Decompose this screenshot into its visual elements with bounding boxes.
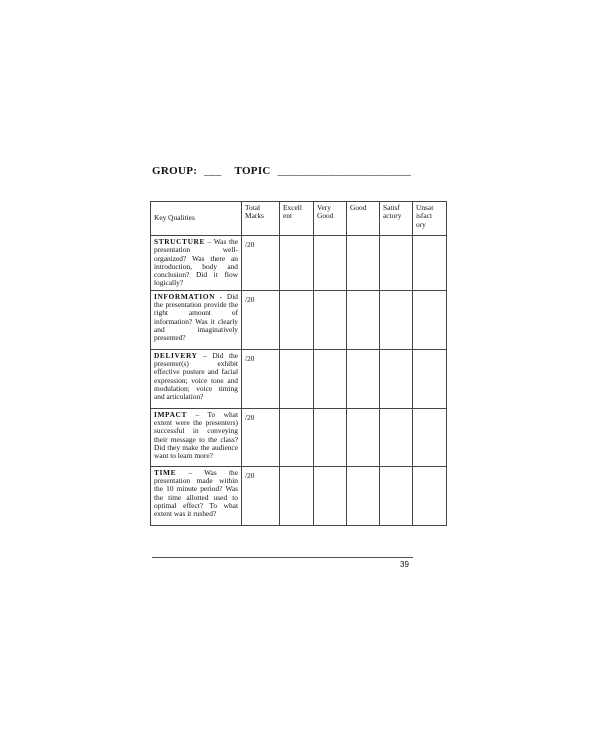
rating-cell[interactable] [347, 408, 380, 466]
col-total-marks: Total Marks [242, 202, 280, 236]
rating-cell[interactable] [380, 466, 413, 525]
rating-cell[interactable] [380, 408, 413, 466]
quality-cell [151, 349, 242, 408]
rating-cell[interactable] [314, 290, 347, 349]
quality-title: DELIVERY [154, 350, 198, 360]
table-row [151, 466, 447, 525]
page-number: 39 [400, 560, 409, 569]
quality-title: IMPACT [154, 409, 188, 419]
rating-cell[interactable] [314, 236, 347, 291]
rating-cell[interactable] [280, 349, 314, 408]
rating-cell[interactable] [347, 236, 380, 291]
quality-description: – Was the presentation well-organized? Was there an introduction, body and conclusion? Did it flow logically? [154, 237, 238, 288]
header-row [151, 202, 447, 236]
rating-cell[interactable] [280, 408, 314, 466]
form-heading [152, 165, 421, 177]
marks-cell: /20 [242, 290, 280, 349]
rating-cell[interactable] [347, 290, 380, 349]
quality-cell [151, 466, 242, 525]
rating-cell[interactable] [280, 466, 314, 525]
quality-title: STRUCTURE [154, 237, 205, 246]
marks-cell: /20 [242, 349, 280, 408]
table-row [151, 236, 447, 291]
rating-cell[interactable] [314, 466, 347, 525]
rating-cell[interactable] [380, 349, 413, 408]
quality-description: – Did the presenter(s) exhibit effective posture and facial expression; voice tone and modulation; voice timing and articulation? [154, 350, 238, 402]
rating-cell[interactable] [413, 236, 447, 291]
rating-cell[interactable] [314, 408, 347, 466]
marks-cell: /20 [242, 236, 280, 291]
topic-blank: _______________________ [277, 165, 412, 177]
rating-cell[interactable] [380, 236, 413, 291]
rating-cell[interactable] [280, 236, 314, 291]
footer-divider [152, 557, 413, 558]
group-blank: ___ [204, 165, 222, 177]
rating-cell[interactable] [413, 466, 447, 525]
marks-cell: /20 [242, 466, 280, 525]
col-key-qualities: Key Qualities [151, 202, 242, 236]
rating-cell[interactable] [347, 466, 380, 525]
quality-cell [151, 236, 242, 291]
marks-cell: /20 [242, 408, 280, 466]
col-very-good: Very Good [314, 202, 347, 236]
table-row [151, 408, 447, 466]
topic-label: TOPIC [234, 165, 271, 177]
rating-cell[interactable] [314, 349, 347, 408]
quality-description: – Was the presentation made within the 10 minute period? Was the time allotted used to optimal effect? To what extent was it rushed? [154, 467, 238, 519]
quality-title: TIME [154, 467, 177, 477]
col-unsatisfactory: Unsat isfact ory [413, 202, 447, 236]
rating-cell[interactable] [413, 290, 447, 349]
quality-cell [151, 290, 242, 349]
quality-cell [151, 408, 242, 466]
quality-description: – To what extent were the presenters) successful in conveying their message to the class? Did they make the audience want to learn more? [154, 409, 238, 461]
col-good: Good [347, 202, 380, 236]
rating-cell[interactable] [347, 349, 380, 408]
col-excellent: Excell ent [280, 202, 314, 236]
table-row [151, 290, 447, 349]
rubric-table [150, 201, 447, 526]
table-row [151, 349, 447, 408]
group-label: GROUP: [152, 165, 198, 177]
rating-cell[interactable] [413, 349, 447, 408]
col-satisfactory: Satisf actory [380, 202, 413, 236]
quality-title: INFORMATION [154, 291, 216, 301]
rating-cell[interactable] [280, 290, 314, 349]
rating-cell[interactable] [380, 290, 413, 349]
rating-cell[interactable] [413, 408, 447, 466]
quality-description: - Did the presentation provide the right amount of information? Was it clearly and imaginatively presented? [154, 291, 238, 343]
